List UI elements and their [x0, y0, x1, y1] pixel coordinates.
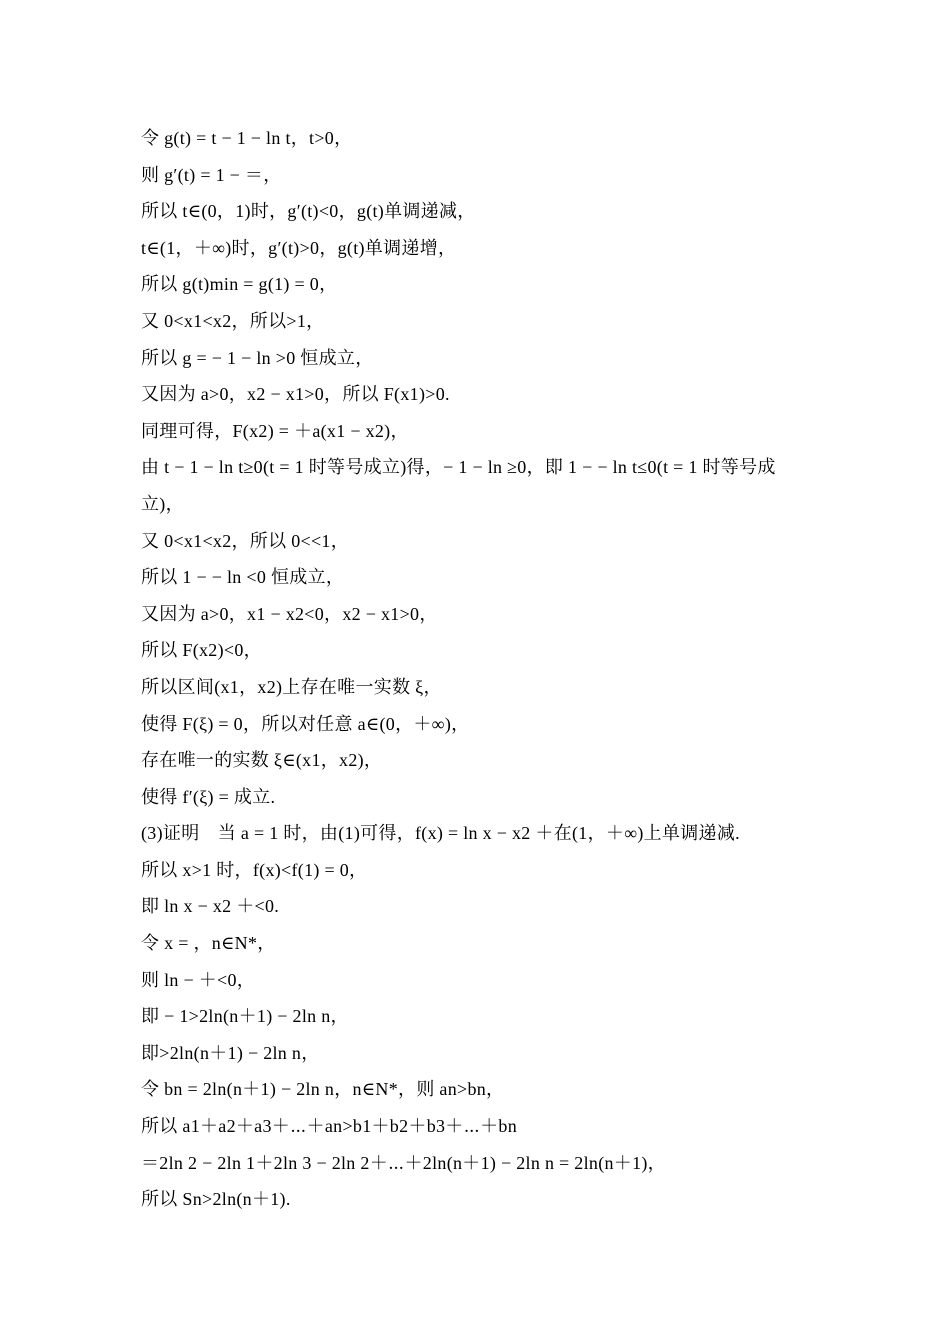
text-line: 立)， [141, 493, 184, 514]
text-line: 所以 Sn>2ln(n＋1). [141, 1189, 291, 1210]
text-line: 存在唯一的实数 ξ∈(x1，x2)， [141, 750, 383, 771]
text-line: 令 bn = 2ln(n＋1) − 2ln n，n∈N*，则 an>bn， [141, 1079, 505, 1100]
text-line: 所以 a1＋a2＋a3＋⋯＋an>b1＋b2＋b3＋⋯＋bn [141, 1116, 518, 1137]
text-line: 即 ln x − x2 ＋<0. [141, 896, 280, 917]
text-line: 又因为 a>0，x2 − x1>0，所以 F(x1)>0. [141, 384, 450, 405]
text-line: 所以 F(x2)<0， [141, 640, 262, 661]
text-line: 由 t − 1 − ln t≥0(t = 1 时等号成立)得，− 1 − ln ≥0，即 1 − − ln t≤0(t = 1 时等号成 [141, 457, 776, 478]
text-line: 令 x = ，n∈N*， [141, 933, 276, 954]
text-line: 则 ln − ＋<0， [141, 969, 256, 990]
text-line: 使得 f′(ξ) = 成立. [141, 786, 276, 807]
text-line: 又 0<x1<x2，所以>1， [141, 310, 325, 331]
text-line: 所以 t∈(0，1)时，g′(t)<0，g(t)单调递减， [141, 201, 476, 222]
text-line: 令 g(t) = t − 1 − ln t，t>0， [141, 128, 353, 148]
text-line: 又因为 a>0，x1 − x2<0，x2 − x1>0， [141, 603, 438, 624]
text-line: 同理可得，F(x2) = ＋a(x1 − x2)， [141, 420, 409, 441]
text-line: (3)证明 当 a = 1 时，由(1)可得，f(x) = ln x − x2 ＋在(1，＋∞)上单调递减. [141, 823, 740, 844]
text-line: 又 0<x1<x2，所以 0<<1， [141, 530, 350, 551]
text-line: ＝2ln 2 − 2ln 1＋2ln 3 − 2ln 2＋⋯＋2ln(n＋1) − 2ln n = 2ln(n＋1)， [141, 1152, 666, 1173]
text-line: 所以 x>1 时，f(x)<f(1) = 0， [141, 859, 368, 880]
solution-text [141, 120, 821, 1218]
text-line: 使得 F(ξ) = 0，所以对任意 a∈(0，＋∞)， [141, 713, 470, 734]
text-line: 所以 g(t)min = g(1) = 0， [141, 274, 338, 295]
text-line: 则 g′(t) = 1 − ＝， [141, 164, 282, 185]
text-line: 所以 1 − − ln <0 恒成立， [141, 567, 345, 588]
text-line: 即>2ln(n＋1) − 2ln n， [141, 1042, 320, 1063]
text-line: t∈(1，＋∞)时，g′(t)>0，g(t)单调递增， [141, 237, 457, 258]
text-line: 即 − 1>2ln(n＋1) − 2ln n， [141, 1006, 349, 1027]
text-line: 所以区间(x1，x2)上存在唯一实数 ξ， [141, 676, 442, 697]
text-line: 所以 g = − 1 − ln >0 恒成立， [141, 347, 374, 368]
